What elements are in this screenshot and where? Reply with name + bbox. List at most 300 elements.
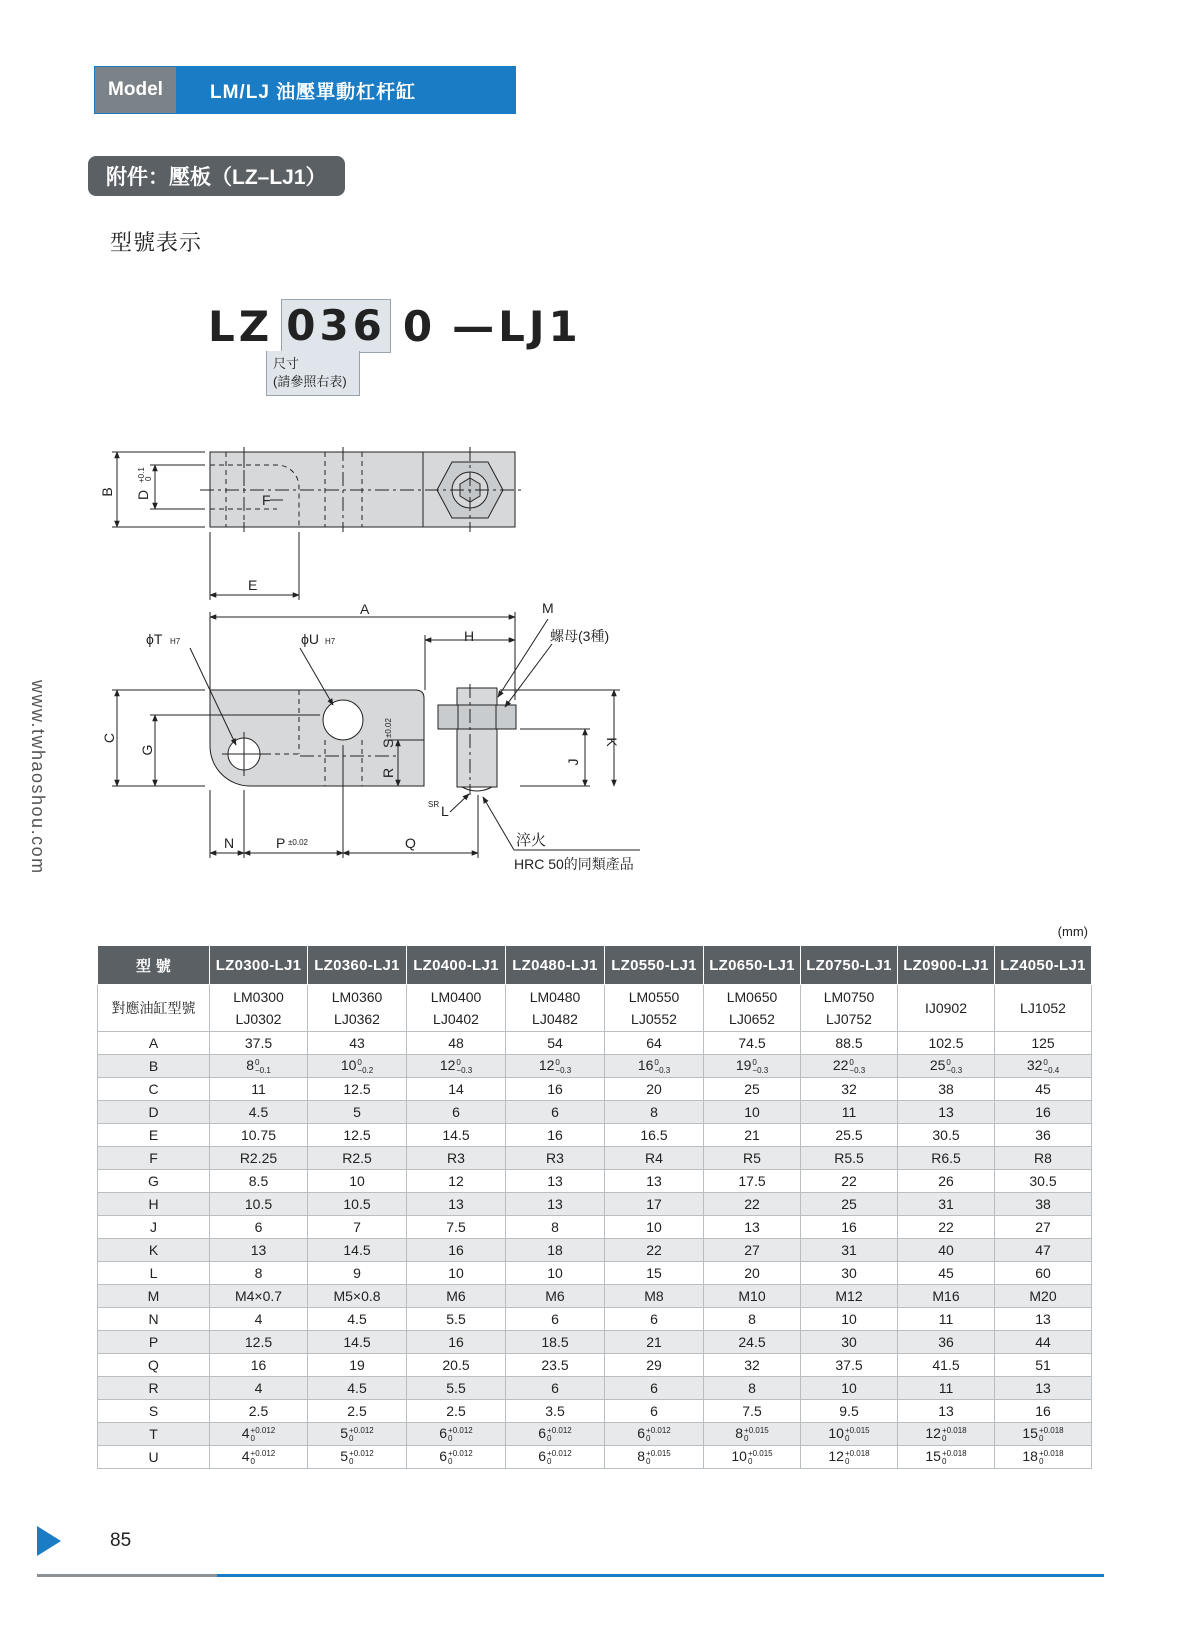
row-label: T — [98, 1423, 210, 1446]
cell-value: 14.5 — [343, 1334, 371, 1350]
cell-tolerance — [448, 1427, 473, 1443]
tolerance-upper: +0.015 — [844, 1425, 870, 1435]
cell-value: 6 — [650, 1403, 658, 1419]
tolerance-upper: +0.012 — [250, 1448, 276, 1458]
cell-tolerance — [845, 1450, 870, 1466]
cell-value: 22 — [938, 1219, 954, 1235]
table-cell — [407, 1055, 506, 1078]
cell-tolerance — [646, 1450, 671, 1466]
cell-value: 6 — [551, 1380, 559, 1396]
table-cell — [801, 1331, 898, 1354]
table-cell — [704, 1124, 801, 1147]
tolerance-upper: +0.018 — [1038, 1425, 1064, 1435]
tolerance-lower: 0 — [844, 1456, 850, 1466]
tolerance-lower: 0 — [448, 1433, 453, 1443]
cell-value: 8 — [551, 1219, 559, 1235]
tolerance-lower: 0 — [646, 1456, 651, 1466]
row-label: N — [98, 1308, 210, 1331]
table-cell — [506, 1446, 605, 1469]
table-cell — [898, 1308, 995, 1331]
unit-label: (mm) — [1057, 924, 1088, 939]
cell-line: LJ0482 — [532, 1011, 578, 1027]
cell-value: 16 — [547, 1127, 563, 1143]
table-row-cylinder — [98, 985, 1092, 1032]
table-cell — [210, 1101, 308, 1124]
cell-value: 10 — [646, 1219, 662, 1235]
tolerance-upper: +0.018 — [844, 1448, 870, 1458]
table-cell — [704, 985, 801, 1032]
cell-line: LJ0302 — [235, 1011, 282, 1027]
table-cell — [801, 1423, 898, 1446]
header-col: LZ0400-LJ1 — [407, 946, 506, 985]
cell-value: 8 — [637, 1448, 646, 1465]
header-col: LZ0650-LJ1 — [704, 946, 801, 985]
table-row — [98, 1193, 1092, 1216]
table-row — [98, 1216, 1092, 1239]
cell-tolerance — [255, 1059, 271, 1075]
cell-value: 16 — [448, 1334, 464, 1350]
header-col: LZ0750-LJ1 — [801, 946, 898, 985]
cell-value: 32 — [841, 1081, 857, 1097]
cell-value: 17 — [646, 1196, 662, 1212]
table-cell — [506, 1216, 605, 1239]
label-D-tol-up: +0.1 — [137, 467, 146, 483]
table-cell — [308, 1193, 407, 1216]
tolerance-lower: −0.3 — [946, 1065, 963, 1075]
cell-value: 15 — [925, 1448, 941, 1465]
cell-value: 8 — [748, 1311, 756, 1327]
page-arrow-icon — [37, 1526, 61, 1556]
tolerance-upper: 0 — [555, 1057, 560, 1067]
table-cell — [210, 1285, 308, 1308]
table-cell — [407, 1239, 506, 1262]
cell-value: 30.5 — [932, 1127, 960, 1143]
cell-value: 7.5 — [446, 1219, 466, 1235]
cell-value: M6 — [545, 1288, 565, 1304]
cell-value: 125 — [1031, 1035, 1055, 1051]
row-label: D — [98, 1101, 210, 1124]
table-row — [98, 1285, 1092, 1308]
cell-value: 31 — [841, 1242, 857, 1258]
table-cell — [801, 1262, 898, 1285]
table-cell — [704, 1170, 801, 1193]
table-cell — [308, 1377, 407, 1400]
tolerance-upper: 0 — [1043, 1057, 1048, 1067]
table-cell — [995, 1032, 1092, 1055]
cell-value: R5.5 — [834, 1150, 864, 1166]
table-cell — [605, 1331, 704, 1354]
tolerance-lower: 0 — [1038, 1456, 1044, 1466]
cell-tolerance — [845, 1427, 870, 1443]
table-cell — [605, 1193, 704, 1216]
cell-value: 18 — [547, 1242, 563, 1258]
cell-value: 25 — [744, 1081, 760, 1097]
label-D: D — [135, 489, 151, 500]
cell-value: 43 — [349, 1035, 365, 1051]
table-row — [98, 1377, 1092, 1400]
table-cell — [995, 1331, 1092, 1354]
table-cell — [704, 1377, 801, 1400]
cell-value: 10.75 — [240, 1127, 277, 1143]
cell-value: 16.5 — [640, 1127, 668, 1143]
table-cell — [506, 1262, 605, 1285]
table-cell — [308, 1285, 407, 1308]
model-tag: Model — [95, 67, 176, 113]
table-cell — [801, 1446, 898, 1469]
cell-value: 60 — [1035, 1265, 1051, 1281]
cell-value: R8 — [1034, 1150, 1052, 1166]
cell-line: LM0480 — [529, 989, 581, 1005]
cell-value: 13 — [250, 1242, 267, 1258]
row-label: F — [98, 1147, 210, 1170]
tolerance-upper: +0.015 — [747, 1448, 773, 1458]
cell-value: 16 — [547, 1081, 563, 1097]
table-cell — [407, 1101, 506, 1124]
cell-tolerance — [547, 1427, 572, 1443]
table-cell — [506, 1101, 605, 1124]
table-cell — [605, 1262, 704, 1285]
table-row — [98, 1400, 1092, 1423]
table-cell — [898, 1354, 995, 1377]
row-label: S — [98, 1400, 210, 1423]
table-header-row — [98, 946, 1092, 985]
table-cell — [210, 1216, 308, 1239]
table-cell — [407, 1354, 506, 1377]
cell-value: 20 — [744, 1265, 760, 1281]
cell-value: R6.5 — [931, 1150, 961, 1166]
cell-value: 13 — [1035, 1311, 1051, 1327]
table-cell — [407, 985, 506, 1032]
row-label: U — [98, 1446, 210, 1469]
label-J: J — [565, 758, 581, 766]
table-row — [98, 1170, 1092, 1193]
table-row — [98, 1262, 1092, 1285]
row-label: A — [98, 1032, 210, 1055]
table-cell — [995, 1101, 1092, 1124]
tolerance-upper: 0 — [456, 1057, 461, 1067]
cell-value: 20 — [646, 1081, 662, 1097]
tolerance-lower: 0 — [349, 1456, 354, 1466]
cell-value: 10.5 — [244, 1196, 273, 1212]
label-hardening: 淬火 — [516, 832, 547, 849]
table-cell — [995, 1446, 1092, 1469]
cell-value: M12 — [835, 1288, 863, 1304]
table-row — [98, 1032, 1092, 1055]
table-cell — [801, 985, 898, 1032]
table-cell — [407, 1147, 506, 1170]
label-SR: SR — [428, 800, 440, 809]
cell-value: 10 — [448, 1265, 464, 1281]
cell-value: 26 — [938, 1173, 954, 1189]
table-cell — [898, 1262, 995, 1285]
label-phiT: ϕT — [146, 631, 163, 647]
table-cell — [801, 1078, 898, 1101]
cell-value: 6 — [538, 1448, 547, 1465]
tolerance-upper: +0.018 — [1038, 1448, 1064, 1458]
table-cell — [210, 1423, 308, 1446]
table-cell — [506, 1124, 605, 1147]
cell-value: 74.5 — [738, 1035, 766, 1051]
tolerance-lower: 0 — [250, 1433, 255, 1443]
table-cell — [898, 1124, 995, 1147]
table-cell — [898, 1446, 995, 1469]
cell-value: 2.5 — [248, 1403, 269, 1419]
tolerance-upper: 0 — [849, 1057, 854, 1067]
cell-line: LM0300 — [233, 989, 284, 1005]
tolerance-lower: 0 — [250, 1456, 255, 1466]
cell-value: 25 — [841, 1196, 857, 1212]
cell-value: 6 — [538, 1425, 547, 1442]
tolerance-upper: +0.012 — [349, 1425, 374, 1435]
header-model: 型 號 — [98, 946, 210, 985]
table-cell — [308, 1308, 407, 1331]
table-cell — [704, 1032, 801, 1055]
table-cell — [210, 985, 308, 1032]
table-cell — [704, 1193, 801, 1216]
tolerance-lower: 0 — [747, 1456, 753, 1466]
cell-value: 11 — [251, 1081, 266, 1097]
table-cell — [898, 1170, 995, 1193]
table-body — [98, 985, 1092, 1469]
cell-value: 5 — [340, 1448, 349, 1465]
table-cell — [506, 1078, 605, 1101]
table-cell — [308, 1032, 407, 1055]
table-cell — [210, 1147, 308, 1170]
cell-value: 13 — [448, 1196, 464, 1212]
cell-tolerance — [744, 1427, 769, 1443]
cell-value: 54 — [547, 1035, 563, 1051]
cell-value: 16 — [637, 1057, 654, 1074]
table-cell — [704, 1078, 801, 1101]
footer-rule-blue — [217, 1574, 1104, 1577]
table-row — [98, 1147, 1092, 1170]
cell-tolerance — [1039, 1427, 1064, 1443]
label-K: K — [604, 737, 620, 747]
cell-line: LJ1052 — [1020, 1000, 1066, 1016]
table-cell — [605, 1124, 704, 1147]
cell-value: 12 — [439, 1057, 456, 1074]
cell-value: 14.5 — [343, 1242, 371, 1258]
table-cell — [605, 985, 704, 1032]
table-cell — [995, 1285, 1092, 1308]
tolerance-lower: 0 — [448, 1456, 453, 1466]
cell-value: 37.5 — [835, 1357, 863, 1373]
cell-tolerance — [946, 1059, 962, 1075]
cell-line: LM0650 — [726, 989, 778, 1005]
cell-value: 15 — [1022, 1425, 1038, 1442]
cell-tolerance — [752, 1059, 768, 1075]
table-cell — [506, 985, 605, 1032]
table-cell — [506, 1308, 605, 1331]
table-cell — [995, 1423, 1092, 1446]
table-cell — [407, 1423, 506, 1446]
table-cell — [605, 1101, 704, 1124]
cell-tolerance — [1039, 1450, 1064, 1466]
top-view — [112, 447, 525, 600]
tolerance-upper: 0 — [357, 1057, 362, 1067]
cell-value: 37.5 — [244, 1035, 273, 1051]
tolerance-lower: −0.3 — [456, 1065, 473, 1075]
cell-tolerance — [547, 1450, 572, 1466]
tolerance-lower: 0 — [646, 1433, 651, 1443]
cell-value: 7.5 — [742, 1403, 762, 1419]
tolerance-upper: +0.012 — [646, 1425, 671, 1435]
table-cell — [506, 1400, 605, 1423]
tolerance-lower: 0 — [744, 1433, 749, 1443]
cell-value: M5×0.8 — [333, 1288, 381, 1304]
table-cell — [801, 1147, 898, 1170]
table-cell — [801, 1193, 898, 1216]
cell-value: 13 — [547, 1173, 563, 1189]
tolerance-upper: 0 — [654, 1057, 659, 1067]
cell-value: 47 — [1035, 1242, 1051, 1258]
cell-tolerance — [942, 1450, 967, 1466]
cell-tolerance — [251, 1450, 276, 1466]
cell-value: 11 — [841, 1104, 857, 1120]
cell-value: 25.5 — [835, 1127, 863, 1143]
cell-value: 12 — [925, 1425, 941, 1442]
cell-value: 36 — [1035, 1127, 1051, 1143]
cell-value: 6 — [254, 1219, 263, 1235]
cell-value: 6 — [650, 1311, 658, 1327]
cell-value: 8 — [748, 1380, 756, 1396]
cell-value: 23.5 — [541, 1357, 569, 1373]
table-row — [98, 1423, 1092, 1446]
table-cell — [995, 1078, 1092, 1101]
cell-value: 44 — [1035, 1334, 1051, 1350]
label-hrc: HRC 50的同類產品 — [514, 856, 634, 872]
cell-value: 12.5 — [244, 1334, 273, 1350]
table-cell — [407, 1285, 506, 1308]
tolerance-lower: 0 — [349, 1433, 354, 1443]
table-cell — [210, 1331, 308, 1354]
header-col: LZ0900-LJ1 — [898, 946, 995, 985]
table-cell — [898, 1193, 995, 1216]
table-cell — [995, 1239, 1092, 1262]
cell-value: 8 — [735, 1425, 744, 1442]
table-cell — [210, 1124, 308, 1147]
label-phiU: ϕU — [301, 631, 319, 647]
cell-value: 3.5 — [545, 1403, 565, 1419]
front-view — [112, 612, 640, 858]
cell-line: LM0750 — [823, 989, 875, 1005]
cell-value: 14 — [448, 1081, 464, 1097]
table-cell — [210, 1239, 308, 1262]
cell-line: LM0400 — [430, 989, 482, 1005]
cell-tolerance — [646, 1427, 671, 1443]
cell-value: 102.5 — [928, 1035, 964, 1051]
cell-value: 6 — [637, 1425, 646, 1442]
tolerance-upper: 0 — [946, 1057, 951, 1067]
cell-value: 12 — [828, 1448, 844, 1465]
cell-value: 12.5 — [343, 1127, 371, 1143]
table-cell — [506, 1055, 605, 1078]
cell-line: LJ0752 — [826, 1011, 872, 1027]
table-cell — [801, 1285, 898, 1308]
row-label: L — [98, 1262, 210, 1285]
label-E: E — [248, 577, 258, 593]
table-row — [98, 1308, 1092, 1331]
cell-tolerance — [555, 1059, 571, 1075]
table-cell — [898, 1078, 995, 1101]
cell-value: 48 — [448, 1035, 464, 1051]
header-col: LZ0480-LJ1 — [506, 946, 605, 985]
table-row — [98, 1124, 1092, 1147]
cell-value: 40 — [938, 1242, 954, 1258]
table-row — [98, 1101, 1092, 1124]
table-cell — [210, 1055, 308, 1078]
tolerance-upper: +0.018 — [941, 1425, 967, 1435]
table-cell — [801, 1170, 898, 1193]
tolerance-upper: 0 — [752, 1057, 757, 1067]
cell-tolerance — [456, 1059, 472, 1075]
header-col: LZ4050-LJ1 — [995, 946, 1092, 985]
label-M: M — [542, 600, 554, 616]
row-label: G — [98, 1170, 210, 1193]
cell-value: 19 — [735, 1057, 752, 1074]
label-U-H7: H7 — [325, 637, 336, 646]
tolerance-lower: −0.3 — [555, 1065, 572, 1075]
cell-value: 5 — [340, 1425, 349, 1442]
table-cell — [308, 1170, 407, 1193]
cell-value: 19 — [349, 1357, 365, 1373]
table-cell — [704, 1147, 801, 1170]
cell-value: 13 — [744, 1219, 760, 1235]
code-suffix: —LJ1 — [452, 301, 582, 351]
table-cell — [704, 1101, 801, 1124]
cell-value: 6 — [439, 1448, 448, 1465]
cell-line: LJ0552 — [631, 1011, 677, 1027]
table-cell — [308, 1101, 407, 1124]
table-cell — [407, 1377, 506, 1400]
table-cell — [308, 1147, 407, 1170]
cell-value: 12.5 — [343, 1081, 371, 1097]
label-nut: 螺母(3種) — [550, 628, 610, 644]
cell-value: 27 — [1035, 1219, 1051, 1235]
cell-value: 6 — [452, 1104, 460, 1120]
cell-value: 45 — [938, 1265, 954, 1281]
table-cell — [898, 985, 995, 1032]
table-cell — [308, 1262, 407, 1285]
cell-value: 16 — [1035, 1403, 1051, 1419]
cell-value: R3 — [546, 1150, 564, 1166]
table-cell — [210, 1262, 308, 1285]
label-C: C — [101, 732, 117, 744]
cell-tolerance — [748, 1450, 773, 1466]
cell-value: 32 — [1026, 1057, 1043, 1074]
label-B: B — [99, 487, 115, 497]
table-cell — [801, 1124, 898, 1147]
table-cell — [210, 1193, 308, 1216]
row-label: B — [98, 1055, 210, 1078]
tolerance-lower: 0 — [1038, 1433, 1044, 1443]
table-cell — [308, 1078, 407, 1101]
table-cell — [210, 1377, 308, 1400]
row-label: R — [98, 1377, 210, 1400]
cell-value: 6 — [439, 1425, 448, 1442]
table-cell — [308, 1423, 407, 1446]
label-F: F — [262, 492, 271, 508]
cell-tolerance — [357, 1059, 373, 1075]
table-cell — [506, 1239, 605, 1262]
table-cell — [407, 1170, 506, 1193]
cell-tolerance — [349, 1427, 374, 1443]
cell-value: 4 — [241, 1425, 250, 1442]
table-cell — [704, 1285, 801, 1308]
table-cell — [407, 1400, 506, 1423]
tolerance-upper: +0.012 — [250, 1425, 276, 1435]
cell-value: 10 — [547, 1265, 563, 1281]
